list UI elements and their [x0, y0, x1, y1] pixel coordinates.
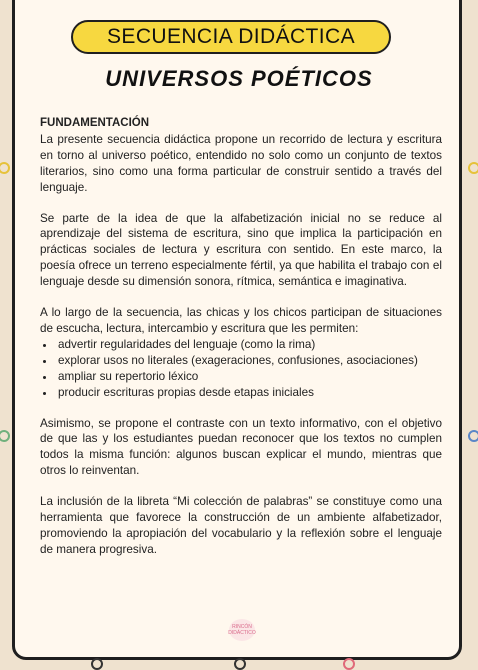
paragraph: Se parte de la idea de que la alfabetización inicial no se reduce al aprendizaje del sistema de escritura, sino que implica la participación en prácticas sociales de lectura y escritura con sentido. En este marco, la poesía ofrece un terreno especialmente fértil, ya que habilita el trabajo con el lenguaje desde su dimensión sonora, rítmica, semántica e imaginativa.	[40, 211, 442, 289]
list-item: • ampliar su repertorio léxico	[56, 369, 442, 385]
right-ring-icon-middle	[468, 430, 478, 442]
list-item: • explorar usos no literales (exageraciones, confusiones, asociaciones)	[56, 353, 442, 369]
list-item: • producir escrituras propias desde etapas iniciales	[56, 385, 442, 401]
bottom-ring-icon-2	[234, 658, 246, 670]
paragraph: La inclusión de la libreta “Mi colección de palabras” se constituye como una herramienta que favorece la construcción de un ambiente alfabetizador, promoviendo la apropiación del vocabulario y la reflexión sobre el lenguaje de manera progresiva.	[40, 495, 442, 556]
logo: RINCÓN DIDÁCTICO	[229, 619, 255, 641]
left-ring-icon-top	[0, 162, 10, 174]
bottom-ring-icon-1	[91, 658, 103, 670]
bullet-list	[40, 337, 442, 401]
document-title: SECUENCIA DIDÁCTICA	[71, 20, 391, 54]
document-subtitle: UNIVERSOS POÉTICOS	[105, 66, 373, 91]
left-ring-icon-middle	[0, 430, 10, 442]
document-body	[40, 116, 442, 573]
paragraph: Asimismo, se propone el contraste con un texto informativo, con el objetivo de que las y los estudiantes puedan reconocer que los textos no cumplen todos la misma función: algunos buscan explicar el mundo, mientras que otros lo reinventan.	[40, 416, 442, 478]
paragraph: A lo largo de la secuencia, las chicas y los chicos participan de situaciones de escucha, lectura, intercambio y escritura que les permiten:	[40, 306, 442, 335]
right-ring-icon-top	[468, 162, 478, 174]
list-item: • advertir regularidades del lenguaje (como la rima)	[56, 337, 442, 353]
section-heading: FUNDAMENTACIÓN	[40, 117, 150, 129]
paragraph: La presente secuencia didáctica propone un recorrido de lectura y escritura en torno al universo poético, entendido no solo como un conjunto de textos literarios, sino como una forma particular de construir sentido a través del lenguaje.	[40, 132, 442, 194]
bottom-ring-icon-3	[343, 658, 355, 670]
